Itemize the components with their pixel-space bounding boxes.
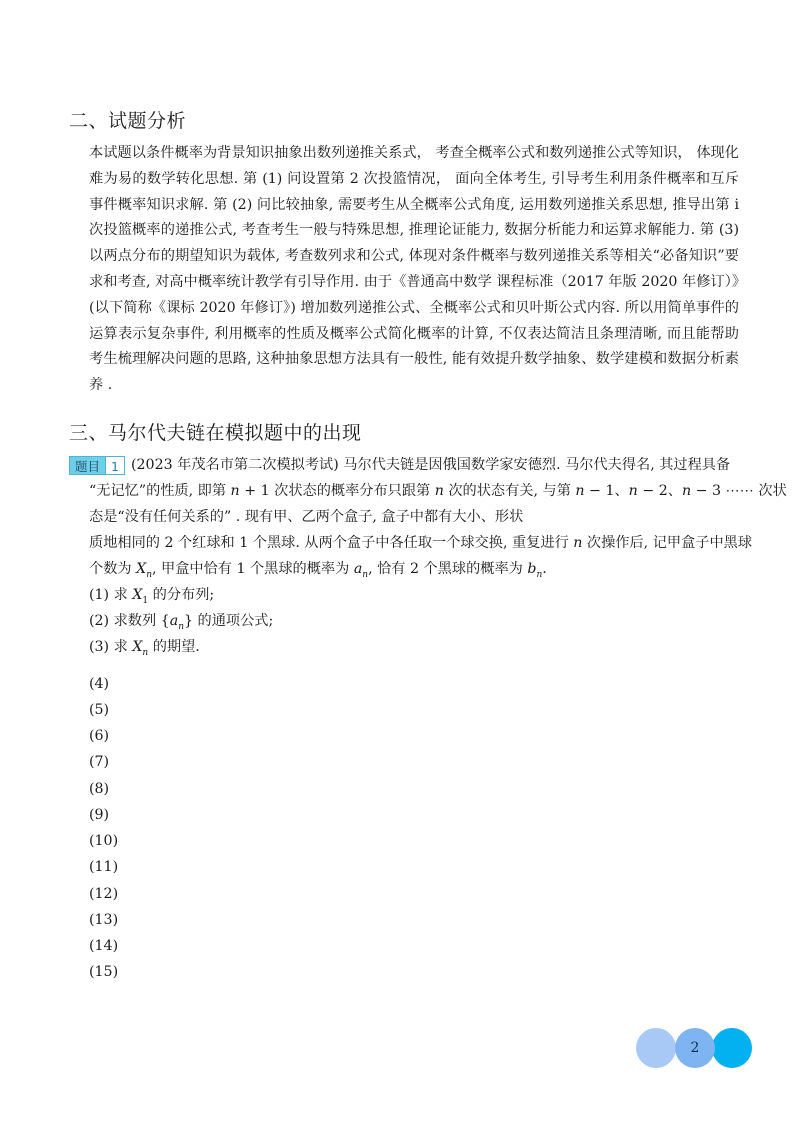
question-2: (2) 求数列 $\{a_n\}$ 的通项公式; [89,613,274,632]
badge-circle-left [636,1028,676,1068]
list-item: (5) [89,702,110,718]
list-item: (7) [89,754,110,770]
analysis-paragraph: 本试题以条件概率为背景知识抽象出数列递推关系式， 考查全概率公式和数列递推公式等知识， 体现化难为易的数学转化思想. 第 (1) 问设置第 2 次投篮情况， 面向全体考生, 引导考生利用条件概率和互斥事件概率知识求解. 第 (2) 问比较抽象, 需要考生从全概率公式角度, 运用数列递推关系思想, 推导出第 i 次投篮概率的递推公式, 考查考生一般与特殊思想, 推理论证能力, 数据分析能力和运算求解能力. 第 (3) 以两点分布的期望知识为载体, 考查数列求和公式, 体现对条件概率与数列递推关系等相关“必备知识”要求和考查, 对高中概率统计教学有引导作用. 由于《普通高中数学 课程标准（2017 年版 2020 年修订）》(以下简称《课标 2020 年修订》) 增加数列递推公式、全概率公式和贝叶斯公式内容. 所以用简单事件的运算表示复杂事件, 利用概率的性质及概率公式简化概率的计算, 不仅表达简洁且条理清晰, 而且能帮助考生梳理解决问题的思路, 这种抽象思想方法具有一般性, 能有效提升数学抽象、数学建模和数据分析素养 . [89,145,739,394]
list-item: (15) [89,964,119,980]
problem-line-1: (2023 年茂名市第二次模拟考试) 马尔代夫链是因俄国数学家安德烈. 马尔代夫得名, 其过程具备 [131,457,731,473]
problem-tag-label: 题目 [69,456,106,475]
list-item: (10) [89,833,119,849]
section-title-analysis: 二、试题分析 [69,110,187,132]
badge-circle-right [712,1028,752,1068]
question-1: (1) 求 $X_1$ 的分布列; [89,587,215,606]
problem-tag [69,456,125,475]
list-item: (12) [89,886,119,902]
list-item: (4) [89,676,110,692]
page-number-badge [636,1028,756,1068]
question-3: (3) 求 $X_n$ 的期望. [89,639,200,658]
problem-line-3: 态是“没有任何关系的” . 现有甲、乙两个盒子, 盒子中都有大小、形状 [89,509,524,525]
list-item: (8) [89,781,110,797]
problem-line-5: 个数为 $X_n$, 甲盒中恰有 1 个黑球的概率为 $a_n$, 恰有 2 个黑球的概率为 $b_n$. [89,561,547,580]
list-item: (6) [89,728,110,744]
list-item: (13) [89,912,119,928]
page-number: 2 [675,1028,715,1068]
section-title-markov: 三、马尔代夫链在模拟题中的出现 [69,422,362,444]
problem-line-2: “无记忆”的性质, 即第 n + 1 次状态的概率分布只跟第 n 次的状态有关, 与第 n − 1、n − 2、n − 3 ⋯⋯ 次状 [89,483,787,499]
problem-line-4: 质地相同的 2 个红球和 1 个黑球. 从两个盒子中各任取一个球交换, 重复进行 n 次操作后, 记甲盒子中黑球 [89,535,753,551]
problem-tag-number: 1 [106,456,125,475]
list-item: (11) [89,859,119,875]
list-item: (14) [89,938,119,954]
list-item: (9) [89,807,110,823]
